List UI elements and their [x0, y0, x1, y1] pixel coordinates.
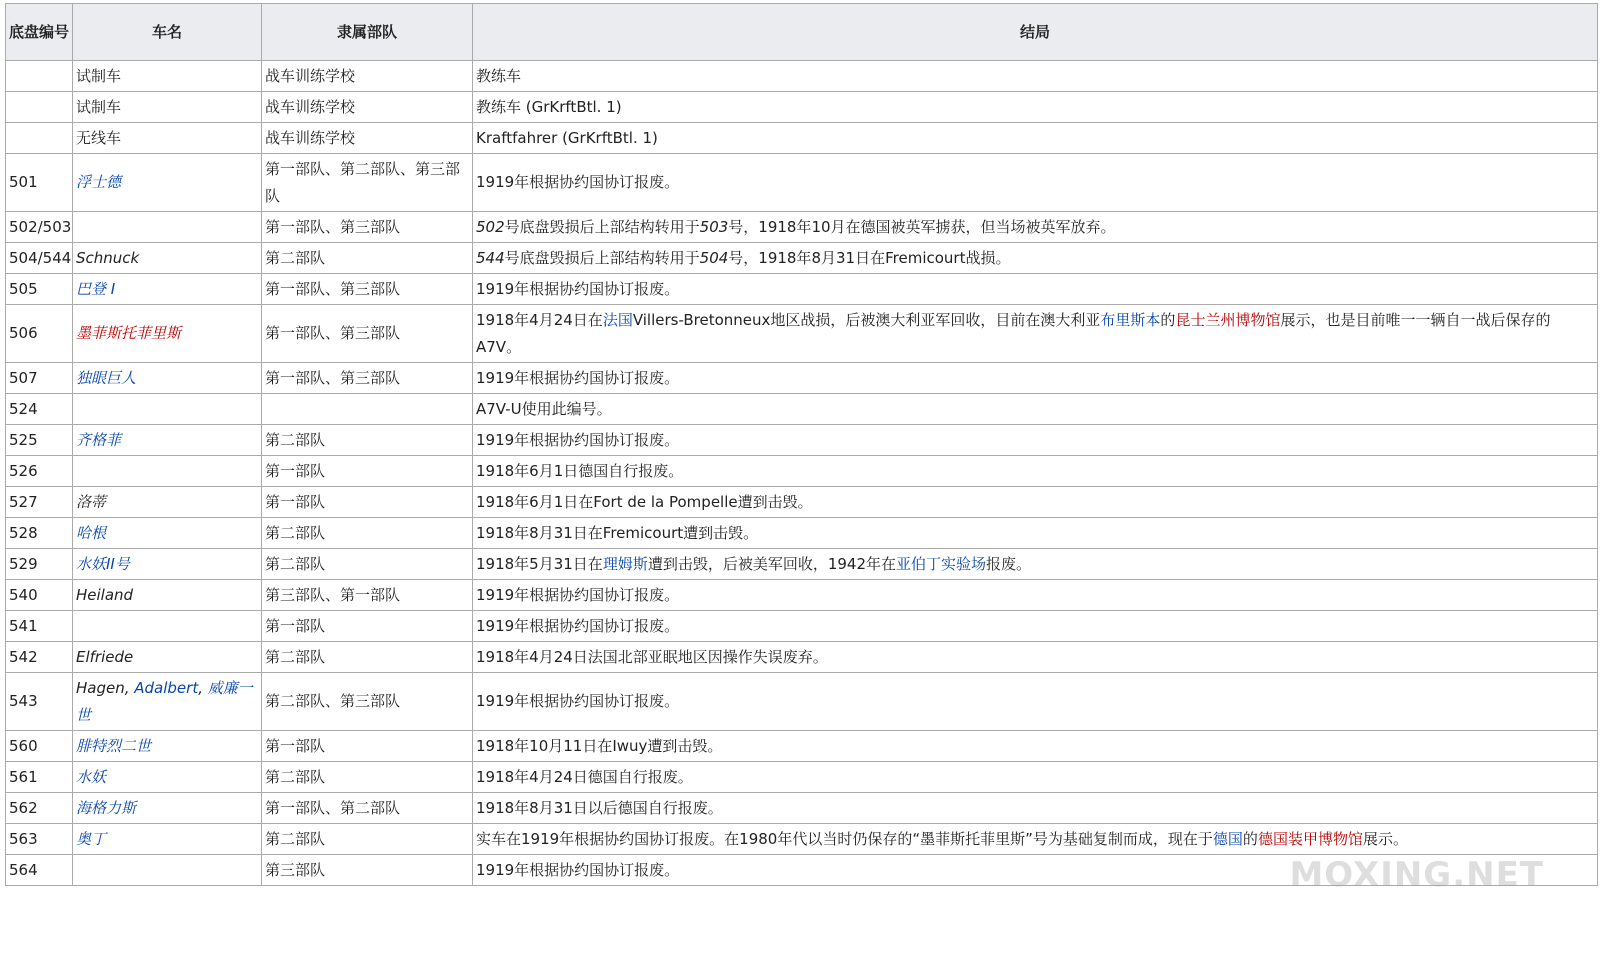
chassis-number-cell: 529	[6, 549, 73, 580]
cell-text: 1918年5月31日在	[476, 554, 603, 573]
chassis-number-cell: 528	[6, 518, 73, 549]
cell-text: 1919年根据协约国协订报废。	[476, 616, 680, 635]
cell-text: 1918年4月24日法国北部亚眠地区因操作失误废弃。	[476, 647, 828, 666]
table-row	[6, 824, 1598, 855]
italic-text: Heiland	[76, 585, 134, 604]
unit-cell: 第一部队	[262, 731, 473, 762]
wiki-link[interactable]: Adalbert	[134, 678, 199, 697]
italic-text: 504	[699, 248, 729, 267]
fate-cell	[473, 212, 1598, 243]
table-row	[6, 673, 1598, 731]
cell-text: 实车在1919年根据协约国协订报废。在1980年代以当时仍保存的“墨菲斯托菲里斯”号为基础复制而成，现在于	[476, 829, 1213, 848]
table-row	[6, 154, 1598, 212]
cell-text: 展示。	[1362, 829, 1408, 848]
unit-cell: 第一部队	[262, 456, 473, 487]
unit-cell: 战车训练学校	[262, 123, 473, 154]
vehicle-name-cell	[73, 487, 262, 518]
table-row	[6, 580, 1598, 611]
chassis-number-cell: 506	[6, 305, 73, 363]
vehicle-name-cell	[73, 793, 262, 824]
vehicle-name-cell	[73, 363, 262, 394]
chassis-number-cell: 507	[6, 363, 73, 394]
cell-text: 1918年8月31日以后德国自行报废。	[476, 798, 723, 817]
chassis-number-cell	[6, 123, 73, 154]
vehicle-name-cell	[73, 580, 262, 611]
table-row	[6, 243, 1598, 274]
italic-text: 洛蒂	[76, 492, 107, 511]
vehicle-name-cell	[73, 92, 262, 123]
fate-cell	[473, 92, 1598, 123]
fate-cell	[473, 762, 1598, 793]
unit-cell: 第二部队	[262, 243, 473, 274]
fate-cell	[473, 611, 1598, 642]
chassis-number-cell: 542	[6, 642, 73, 673]
italic-text: 503	[699, 217, 729, 236]
unit-cell: 第二部队	[262, 642, 473, 673]
chassis-number-cell: 505	[6, 274, 73, 305]
fate-cell	[473, 642, 1598, 673]
unit-cell: 第一部队	[262, 487, 473, 518]
vehicle-name-cell	[73, 824, 262, 855]
wiki-link[interactable]: 哈根	[76, 523, 107, 542]
unit-cell: 第一部队、第三部队	[262, 212, 473, 243]
cell-text: 1918年4月24日德国自行报废。	[476, 767, 693, 786]
table-row	[6, 518, 1598, 549]
vehicle-name-cell	[73, 305, 262, 363]
cell-text: 1918年6月1日德国自行报废。	[476, 461, 684, 480]
fate-cell	[473, 123, 1598, 154]
table-row	[6, 394, 1598, 425]
italic-text: 544	[476, 248, 505, 267]
italic-text: 502	[476, 217, 505, 236]
wiki-link[interactable]: 水妖II号	[76, 554, 130, 573]
cell-text: 1919年根据协约国协订报废。	[476, 430, 680, 449]
cell-text: 的	[1242, 829, 1258, 848]
fate-cell	[473, 305, 1598, 363]
chassis-number-cell: 527	[6, 487, 73, 518]
wiki-link[interactable]: 巴登 I	[76, 279, 116, 298]
chassis-number-cell: 524	[6, 394, 73, 425]
chassis-number-cell: 525	[6, 425, 73, 456]
tank-table	[5, 3, 1598, 886]
wiki-link[interactable]: 法国	[602, 310, 633, 329]
italic-text: ,	[198, 678, 208, 697]
cell-text: 1919年根据协约国协订报废。	[476, 692, 680, 710]
cell-text: 教练车 (GrKrftBtl. 1)	[476, 97, 622, 116]
fate-cell	[473, 243, 1598, 274]
chassis-number-cell	[6, 92, 73, 123]
chassis-number-cell: 502/503	[6, 212, 73, 243]
header-fate: 结局	[473, 4, 1598, 61]
unit-cell: 第一部队、第三部队	[262, 363, 473, 394]
unit-cell: 第一部队、第二部队	[262, 793, 473, 824]
cell-text: 无线车	[76, 128, 122, 147]
vehicle-name-cell	[73, 123, 262, 154]
unit-cell: 第三部队	[262, 855, 473, 886]
cell-text: 试制车	[76, 97, 122, 116]
fate-cell	[473, 549, 1598, 580]
table-row	[6, 456, 1598, 487]
vehicle-name-cell	[73, 642, 262, 673]
cell-text: 1918年6月1日在Fort de la Pompelle遭到击毁。	[476, 492, 813, 511]
chassis-number-cell: 543	[6, 673, 73, 731]
wiki-link[interactable]: 德国装甲博物馆	[1257, 829, 1363, 848]
unit-cell: 战车训练学校	[262, 92, 473, 123]
vehicle-name-cell	[73, 154, 262, 212]
cell-text: Villers-Bretonneux地区战损，后被澳大利亚军回收，目前在澳大利亚	[632, 310, 1101, 329]
vehicle-name-cell	[73, 394, 262, 425]
vehicle-name-cell	[73, 274, 262, 305]
table-row	[6, 793, 1598, 824]
vehicle-name-cell	[73, 212, 262, 243]
wiki-link[interactable]: 齐格菲	[76, 430, 122, 449]
table-row	[6, 762, 1598, 793]
table-row	[6, 305, 1598, 363]
vehicle-name-cell	[73, 456, 262, 487]
wiki-link[interactable]: 腓特烈二世	[76, 736, 152, 755]
cell-text: 号，1918年10月在德国被英军掳获，但当场被英军放弃。	[728, 217, 1116, 236]
fate-cell	[473, 793, 1598, 824]
fate-cell	[473, 518, 1598, 549]
vehicle-name-cell	[73, 673, 262, 731]
unit-cell: 第二部队	[262, 762, 473, 793]
vehicle-name-cell	[73, 611, 262, 642]
table-row	[6, 92, 1598, 123]
fate-cell	[473, 731, 1598, 762]
cell-text: 1919年根据协约国协订报废。	[476, 173, 680, 191]
unit-cell: 第二部队	[262, 425, 473, 456]
unit-cell: 第三部队、第一部队	[262, 580, 473, 611]
cell-text: 试制车	[76, 66, 122, 85]
vehicle-name-cell	[73, 731, 262, 762]
wiki-link[interactable]: 威廉一世	[76, 678, 253, 724]
watermark: MOXING.NET	[1289, 855, 1544, 895]
unit-cell	[262, 394, 473, 425]
fate-cell	[473, 61, 1598, 92]
fate-cell	[473, 154, 1598, 212]
cell-text: 号，1918年8月31日在Fremicourt战损。	[728, 248, 1011, 267]
chassis-number-cell	[6, 61, 73, 92]
chassis-number-cell: 563	[6, 824, 73, 855]
cell-text: 1918年8月31日在Fremicourt遭到击毁。	[476, 523, 759, 542]
wiki-link[interactable]: 德国	[1212, 829, 1243, 848]
cell-text: 号底盘毁损后上部结构转用于	[504, 217, 700, 236]
unit-cell: 第一部队、第三部队	[262, 305, 473, 363]
wiki-link[interactable]: 布里斯本	[1100, 310, 1161, 329]
wiki-link[interactable]: 浮士德	[76, 173, 122, 191]
fate-cell	[473, 394, 1598, 425]
italic-text: Schnuck	[76, 248, 140, 267]
fate-cell	[473, 274, 1598, 305]
vehicle-name-cell	[73, 243, 262, 274]
vehicle-name-cell	[73, 518, 262, 549]
wiki-link[interactable]: 水妖	[76, 767, 107, 786]
chassis-number-cell: 560	[6, 731, 73, 762]
cell-text: 1919年根据协约国协订报废。	[476, 860, 680, 879]
unit-cell: 第二部队	[262, 824, 473, 855]
table-row	[6, 123, 1598, 154]
cell-text: 展示，也是目前唯一一辆自一战后保存的A7V。	[476, 310, 1551, 356]
wiki-link[interactable]: 独眼巨人	[76, 368, 137, 387]
vehicle-name-cell	[73, 549, 262, 580]
chassis-number-cell: 541	[6, 611, 73, 642]
italic-text: Elfriede	[76, 647, 134, 666]
cell-text: 的	[1160, 310, 1176, 329]
table-row	[6, 611, 1598, 642]
fate-cell	[473, 580, 1598, 611]
unit-cell: 第二部队、第三部队	[262, 673, 473, 731]
cell-text: Kraftfahrer (GrKrftBtl. 1)	[476, 128, 658, 147]
header-unit: 隶属部队	[262, 4, 473, 61]
unit-cell: 第一部队、第三部队	[262, 274, 473, 305]
cell-text: 遭到击毁，后被美军回收，1942年在	[647, 554, 897, 573]
unit-cell: 第二部队	[262, 518, 473, 549]
wiki-link[interactable]: 理姆斯	[602, 554, 648, 573]
cell-text: 教练车	[476, 66, 522, 85]
wiki-link[interactable]: 昆士兰州博物馆	[1175, 310, 1281, 329]
cell-text: 号底盘毁损后上部结构转用于	[504, 248, 700, 267]
fate-cell	[473, 456, 1598, 487]
vehicle-name-cell	[73, 855, 262, 886]
chassis-number-cell: 562	[6, 793, 73, 824]
chassis-number-cell: 564	[6, 855, 73, 886]
table-row	[6, 549, 1598, 580]
unit-cell: 第一部队	[262, 611, 473, 642]
table-row	[6, 425, 1598, 456]
wiki-link[interactable]: 海格力斯	[76, 798, 137, 817]
header-vehicle-name: 车名	[73, 4, 262, 61]
fate-cell	[473, 363, 1598, 394]
cell-text: 报废。	[986, 554, 1032, 573]
cell-text: 1919年根据协约国协订报废。	[476, 368, 680, 387]
chassis-number-cell: 504/544	[6, 243, 73, 274]
table-row	[6, 363, 1598, 394]
fate-cell	[473, 487, 1598, 518]
header-chassis-number: 底盘编号	[6, 4, 73, 61]
vehicle-name-cell	[73, 762, 262, 793]
table-row	[6, 274, 1598, 305]
wiki-link[interactable]: 亚伯丁实验场	[896, 554, 987, 573]
header-row	[6, 4, 1598, 61]
wiki-link[interactable]: 奥丁	[76, 829, 107, 848]
cell-text: 1919年根据协约国协订报废。	[476, 279, 680, 298]
fate-cell	[473, 673, 1598, 731]
fate-cell	[473, 824, 1598, 855]
fate-cell	[473, 425, 1598, 456]
cell-text: 1918年4月24日在	[476, 310, 603, 329]
vehicle-name-cell	[73, 425, 262, 456]
unit-cell: 第二部队	[262, 549, 473, 580]
table-row	[6, 642, 1598, 673]
vehicle-name-cell	[73, 61, 262, 92]
table-row	[6, 731, 1598, 762]
table-body	[6, 61, 1598, 886]
cell-text: A7V-U使用此编号。	[476, 399, 612, 418]
unit-cell: 第一部队、第二部队、第三部队	[262, 154, 473, 212]
unit-cell: 战车训练学校	[262, 61, 473, 92]
chassis-number-cell: 540	[6, 580, 73, 611]
chassis-number-cell: 561	[6, 762, 73, 793]
table-row	[6, 212, 1598, 243]
italic-text: Hagen,	[76, 678, 135, 697]
chassis-number-cell: 526	[6, 456, 73, 487]
table-row	[6, 487, 1598, 518]
cell-text: 1918年10月11日在Iwuy遭到击毁。	[476, 736, 723, 755]
wiki-link[interactable]: 墨菲斯托菲里斯	[76, 324, 182, 342]
table-row	[6, 61, 1598, 92]
cell-text: 1919年根据协约国协订报废。	[476, 585, 680, 604]
chassis-number-cell: 501	[6, 154, 73, 212]
